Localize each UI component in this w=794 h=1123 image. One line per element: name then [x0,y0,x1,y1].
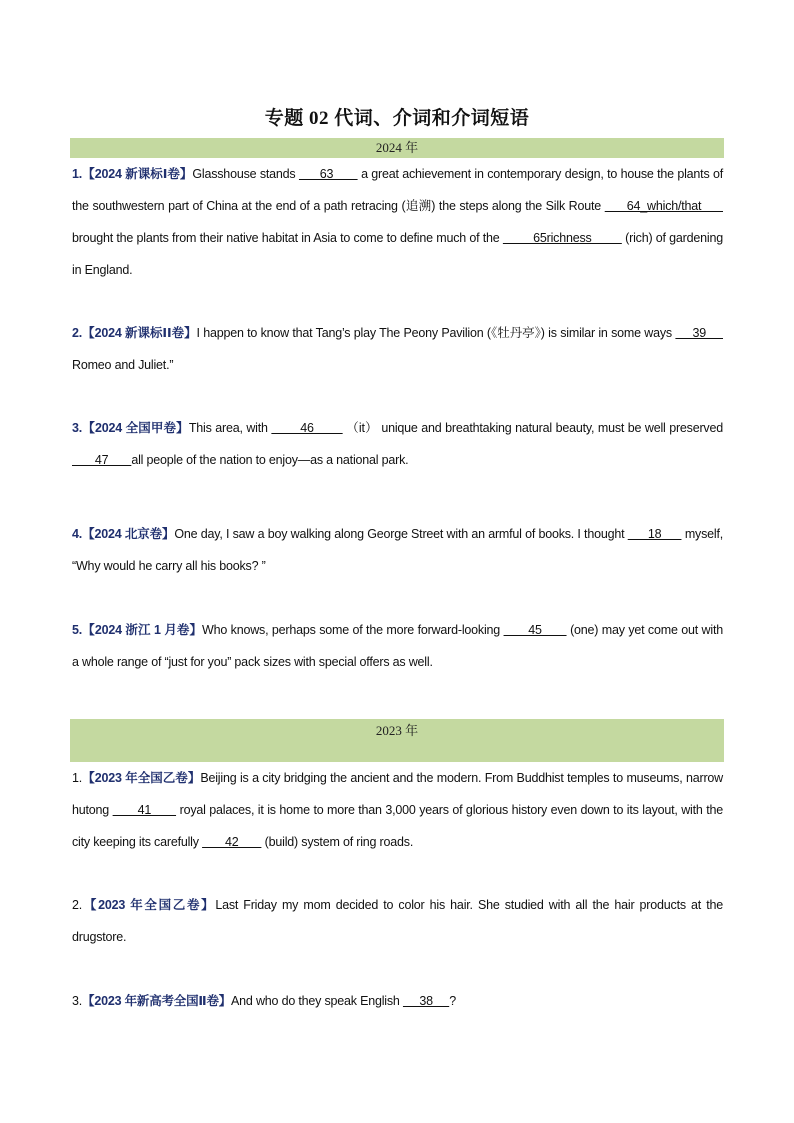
question-source: 【2024 全国甲卷】 [82,421,189,435]
question-text: a great achievement in contemporary design, to house the plants of the southwestern part of China at the end of a path retracing (追溯) the steps along the Silk Route [72,167,723,213]
question-text: myself, “Why would he carry all his books? ” [72,527,724,573]
question-number: 1. [72,771,83,785]
question-text: I happen to know that Tang’s play The Peony Pavilion (《牡丹亭》) is similar in some ways [196,326,676,340]
question-source: 【2023 年全国乙卷】 [82,898,216,912]
question-2024-3 [72,412,723,476]
question-number: 3. [72,994,83,1008]
question-number: 5. [72,623,83,637]
question-text: (build) system of ring roads. [261,835,414,849]
section-header-2024: 2024 年 [70,138,724,158]
question-text: (one) may yet come out with a whole range of “just for you” pack sizes with special offers as well. [72,623,723,669]
question-source: 【2024 北京卷】 [82,527,175,541]
question-number: 4. [72,527,83,541]
question-text: This area, with [188,421,272,435]
answer-blank: 18 [627,527,682,541]
question-text: Last Friday my mom decided to color his hair. She studied with all the hair products at the drugstore. [72,898,724,944]
question-number: 3. [72,421,83,435]
answer-blank: 42 [202,835,262,849]
question-text: brought the plants from their native habitat in Asia to come to define much of the [72,231,503,245]
question-text: Beijing is a city bridging the ancient and the modern. From Buddhist temples to museums, narrow hutong [72,771,723,817]
question-number: 1. [72,167,83,181]
question-source: 【2024 新课标ⅠⅠ卷】 [82,326,197,340]
question-source: 【2024 浙江 1 月卷】 [82,623,203,637]
question-2023-2 [72,889,723,953]
question-2024-1 [72,158,723,286]
answer-blank: 41 [112,803,177,817]
question-2024-4 [72,518,723,582]
answer-blank: 45 [503,623,567,637]
answer-blank: 64_which/that [604,199,723,213]
question-text: Who knows, perhaps some of the more forward-looking [202,623,504,637]
question-2023-3 [72,985,723,1017]
answer-blank: 38 [402,994,450,1008]
section-label: 2023 年 [375,723,419,738]
answer-blank: 65richness [502,231,622,245]
question-2023-1 [72,762,723,858]
question-source: 【2024 新课标Ⅰ卷】 [82,167,193,181]
question-text: all people of the nation to enjoy—as a national park. [131,453,409,467]
question-text: One day, I saw a boy walking along George Street with an armful of books. I thought [174,527,628,541]
page-title: 专题 02 代词、介词和介词短语 [264,108,530,129]
question-text: And who do they speak English [231,994,403,1008]
answer-blank: 39 [675,326,723,340]
section-header-2023 [70,719,724,762]
question-text: Romeo and Juliet.” [72,358,174,372]
question-text: royal palaces, it is home to more than 3,000 years of glorious history even down to its layout, with the city keeping its carefully [72,803,724,849]
question-source: 【2023 年新高考全国Ⅱ卷】 [82,994,232,1008]
question-2024-2 [72,317,723,381]
answer-blank: 46 [271,421,343,435]
question-source: 【2023 年全国乙卷】 [82,771,201,785]
question-text: ? [449,994,456,1008]
question-text: Glasshouse stands [192,167,299,181]
question-number: 2. [72,326,83,340]
answer-blank: 63 [298,167,358,181]
question-number: 2. [72,898,83,912]
question-2024-5 [72,614,723,678]
question-text: （it） unique and breathtaking natural beauty, must be well preserved [342,421,723,435]
question-text: (rich) of gardening in England. [72,231,723,277]
answer-blank: 47 [72,453,132,467]
